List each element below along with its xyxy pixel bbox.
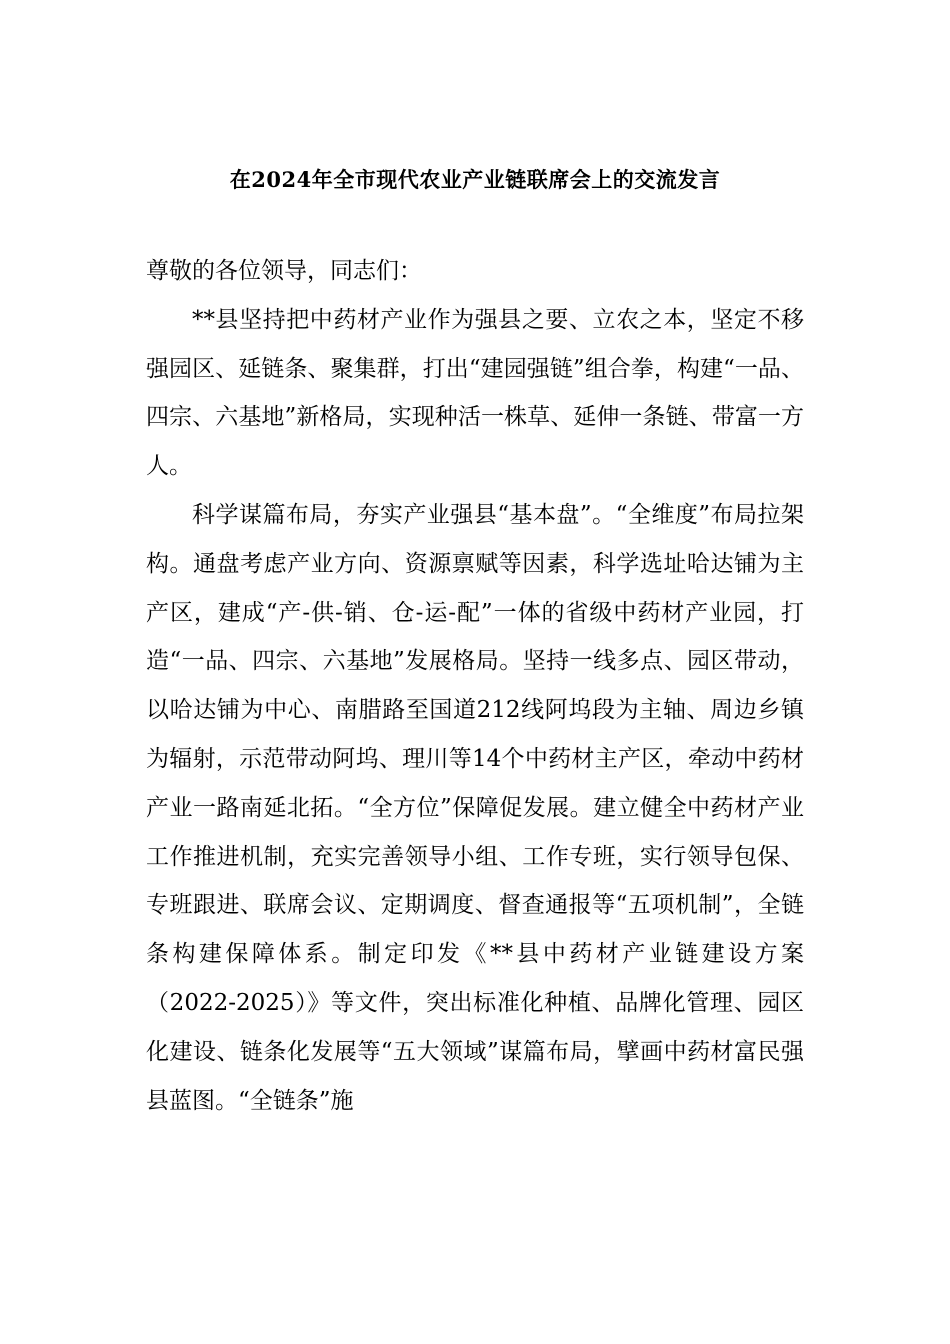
salutation: 尊敬的各位领导，同志们： xyxy=(146,258,422,284)
paragraph-intro: **县坚持把中药材产业作为强县之要、立农之本，坚定不移强园区、延链条、聚集群，打出“建园强链”组合拳，构建“一品、四宗、六基地”新格局，实现种活一株草、延伸一条链、带富一方人。 xyxy=(146,306,804,480)
document-body xyxy=(146,247,804,1125)
paragraph-layout: 科学谋篇布局，夯实产业强县“基本盘”。“全维度”布局拉架构。通盘考虑产业方向、资源禀赋等因素，科学选址哈达铺为主产区，建成“产-供-销、仓-运-配”一体的省级中药材产业园，打造“一品、四宗、六基地”发展格局。坚持一线多点、园区带动，以哈达铺为中心、南腊路至国道212线阿坞段为主轴、周边乡镇为辐射，示范带动阿坞、理川等14个中药材主产区，牵动中药材产业一路南延北拓。“全方位”保障促发展。建立健全中药材产业工作推进机制，充实完善领导小组、工作专班，实行领导包保、专班跟进、联席会议、定期调度、督查通报等“五项机制”，全链条构建保障体系。制定印发《**县中药材产业链建设方案（2022-2025）》等文件，突出标准化种植、品牌化管理、园区化建设、链条化发展等“五大领域”谋篇布局，擘画中药材富民强县蓝图。“全链条”施 xyxy=(146,501,804,1114)
document-title: 在2024年全市现代农业产业链联席会上的交流发言 xyxy=(229,167,721,192)
